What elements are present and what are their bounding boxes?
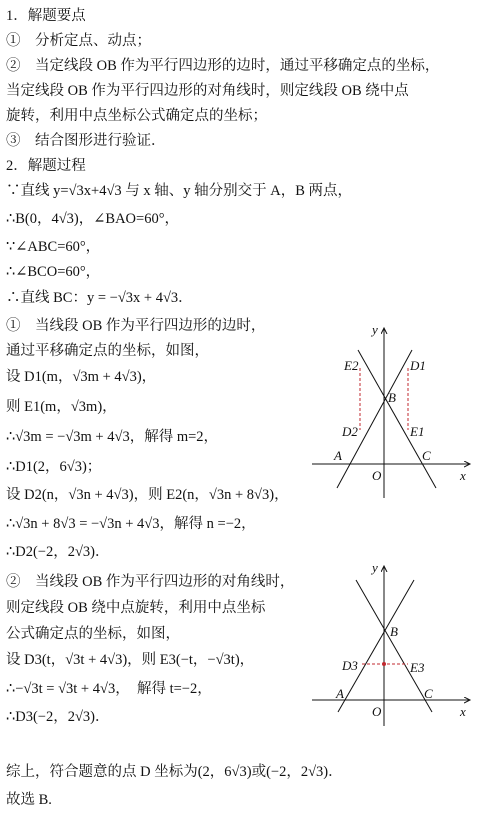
case-1-equation-2: ∴√3n + 8√3 = −√3n + 4√3，解得 n =−2， [6, 516, 256, 532]
case-1-set-d1: 设 D1(m，√3m + 4√3)， [6, 369, 157, 385]
label-d3: D3 [342, 658, 358, 673]
step-line-given: ∵直线 y=√3x+4√3 与 x 轴、y 轴分别交于 A，B 两点， [6, 183, 353, 199]
case-1-equation: ∴√3m = −√3m + 4√3，解得 m=2， [6, 429, 219, 445]
label-e3: E3 [410, 660, 425, 675]
case-2-d3-result: ∴D3(−2，2√3)． [6, 709, 110, 725]
case-2-line-3: 公式确定点的坐标，如图， [6, 626, 180, 642]
figure-case-1 [310, 320, 480, 500]
step-angle-abc: ∵∠ABC=60°， [6, 239, 101, 255]
case-1-set-d2: 设 D2(n，√3n + 4√3)，则 E2(n，√3n + 8√3)， [6, 487, 289, 503]
label-c: C [424, 686, 433, 701]
label-b: B [388, 390, 396, 405]
point-2-line-1: ② 当定线段 OB 作为平行四边形的边时，通过平移确定点的坐标， [6, 58, 440, 74]
step-angle-bco: ∴∠BCO=60°， [6, 264, 101, 280]
point-1: ① 分析定点、动点； [6, 33, 151, 49]
point-2-line-3: 旋转，利用中点坐标公式确定点的坐标； [6, 108, 267, 124]
label-a: A [336, 686, 344, 701]
point-2-line-2: 当定线段 OB 作为平行四边形的对角线时，则定线段 OB 绕中点 [6, 83, 409, 99]
label-y: y [372, 560, 378, 575]
case-1-d2-result: ∴D2(−2，2√3)． [6, 544, 110, 560]
step-point-b: ∴B(0，4√3)，∠BAO=60°， [6, 211, 180, 227]
label-y: y [372, 322, 378, 337]
case-2-line-2: 则定线段 OB 绕中点旋转，利用中点坐标 [6, 600, 266, 616]
case-2-set-d3: 设 D3(t，√3t + 4√3)，则 E3(−t，−√3t)， [6, 652, 255, 668]
label-d2: D2 [342, 424, 358, 439]
label-o: O [372, 468, 382, 483]
label-x: x [460, 704, 466, 719]
midpoint [382, 662, 386, 666]
label-a: A [334, 448, 342, 463]
case-2-heading: ② 当线段 OB 作为平行四边形的对角线时， [6, 574, 295, 590]
label-x: x [460, 468, 466, 483]
label-d1: D1 [410, 358, 426, 373]
label-o: O [372, 704, 382, 719]
label-e1: E1 [410, 424, 425, 439]
case-2-equation: ∴−√3t = √3t + 4√3， 解得 t=−2， [6, 681, 212, 697]
label-c: C [422, 448, 431, 463]
label-e2: E2 [344, 358, 359, 373]
conclusion: 综上，符合题意的点 D 坐标为(2，6√3)或(−2，2√3)． [6, 764, 343, 780]
label-b: B [390, 624, 398, 639]
point-3: ③ 结合图形进行验证． [6, 133, 166, 149]
case-1-heading: ① 当线段 OB 作为平行四边形的边时， [6, 318, 266, 334]
heading-process: 2．解题过程 [6, 158, 86, 174]
figure-case-2 [310, 560, 480, 730]
answer: 故选 B. [6, 792, 52, 808]
line-bc [356, 580, 432, 712]
case-1-d1-result: ∴D1(2，6√3)； [6, 459, 102, 475]
case-1-e1: 则 E1(m，√3m)， [6, 399, 117, 415]
line-ab [338, 580, 414, 712]
step-line-bc: ∴直线 BC：y = −√3x + 4√3． [6, 290, 193, 306]
heading-key-points: 1．解题要点 [6, 8, 86, 24]
case-1-line-2: 通过平移确定点的坐标，如图， [6, 343, 209, 359]
